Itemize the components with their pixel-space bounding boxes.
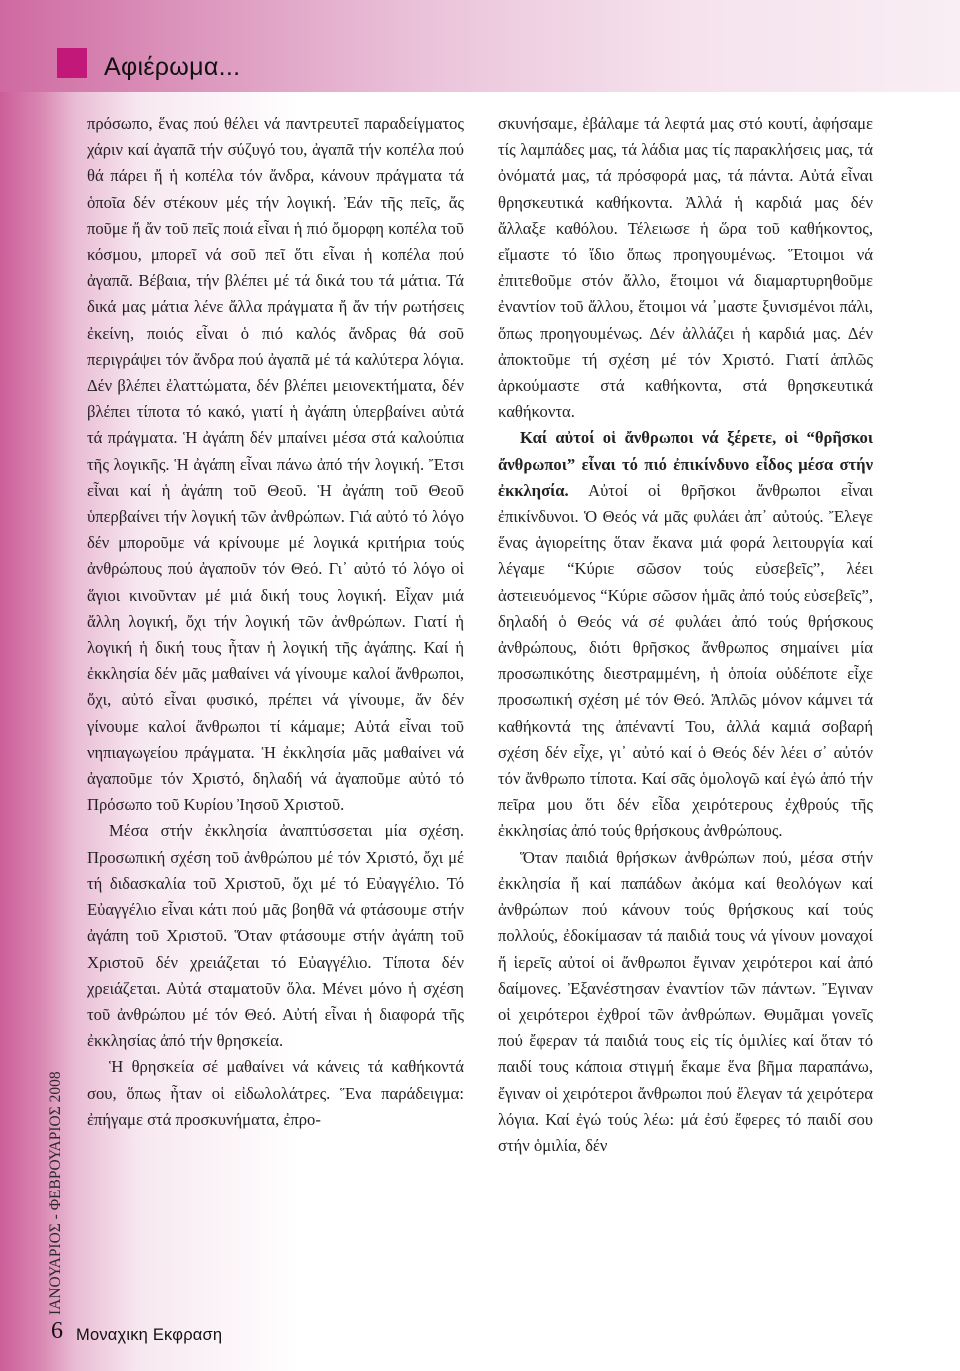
page-number: 6 (51, 1318, 63, 1344)
right-text-column (498, 111, 873, 1159)
left-text-column (87, 111, 464, 1133)
magazine-title: Μοναχικη Εκφραση (76, 1326, 223, 1344)
section-title: Αφιέρωμα... (104, 53, 241, 81)
right-paragraph-2 (498, 425, 873, 844)
left-paragraph-2: Μέσα στήν ἐκκλησία ἀναπτύσσεται μία σχέση. Προσωπική σχέση τοῦ ἀνθρώπου μέ τόν Χριστό, ὄχι μέ τή διδασκαλία τοῦ Χριστοῦ, ὄχι μέ τό Εὐαγγέλιο. Τό Εὐαγγέλιο εἶναι κάτι πού μᾶς βοηθᾶ νά φτάσουμε στήν ἀγάπη τοῦ Χριστοῦ. Ὅταν φτάσουμε στήν ἀγάπη τοῦ Χριστοῦ δέν χρειάζεται τό Εὐαγγέλιο. Τίποτα δέν χρειάζεται. Αὐτά σταματοῦν ὅλα. Μένει μόνο ἡ σχέση τοῦ ἀνθρώπου μέ τόν Θεό. Αὐτή εἶναι ἡ διαφορά τῆς ἐκκλησίας ἀπό τήν θρησκεία. (87, 821, 464, 1051)
emphasized-statement: Καί αὐτοί οἱ ἄνθρωποι νά ξέρετε, οἱ “θρῆσκοι ἄνθρωποι” εἶναι τό πιό ἐπικίνδυνο εἶδος μέσα στήν ἐκκλησία. (498, 428, 873, 500)
right-paragraph-3: Ὅταν παιδιά θρήσκων ἀνθρώπων πού, μέσα στήν ἐκκλησία ἤ καί παπάδων ἀκόμα καί θεολόγων καί ἀνθρώπων πού κάνουν τούς θρήσκους καί τούς πολλούς, ἐδοκίμασαν τά παιδιά τους νά γίνουν μοναχοί ἤ ἱερεῖς αὐτοί οἱ ἄνθρωποι ἔγιναν χειρότεροι καί ἀπό δαίμονες. Ἐξανέστησαν ἐναντίον τῶν πάντων. Ἔγιναν οἱ χειρότεροι ἐχθροί τῶν ἀνθρώπων. Θυμᾶμαι γονεῖς πού ἔφεραν τά παιδιά τους εἰς τίς ὁμιλίες καί ὅταν τό παιδί τους κάποια στιγμή ἔκαμε ἕνα βῆμα παραπάνω, ἔγιναν οἱ χειρότεροι ἄνθρωποι πού ἔλεγαν τά χειρότερα λόγια. Καί ἐγώ τούς λέω: μά ἐσύ ἔφερες τό παιδί σου στήν ὁμιλία, δέν (498, 847, 873, 1155)
left-paragraph-3: Ἡ θρησκεία σέ μαθαίνει νά κάνεις τά καθήκοντά σου, ὅπως ἦταν οἱ εἰδωλολάτρες. Ἕνα παράδειγμα: ἐπήγαμε στά προσκυνήματα, ἐπρο- (87, 1057, 464, 1129)
right-paragraph-2-rest: Αὐτοί οἱ θρῆσκοι ἄνθρωποι εἶναι ἐπικίνδυνοι. Ὁ Θεός νά μᾶς φυλάει ἀπ᾽ αὐτούς. Ἔλεγε ἕνας ἁγιορείτης ὅταν ἔκανα μιά φορά λειτουργία καί λέγαμε “Κύριε σῶσον τούς εὐσεβεῖς”, λέει ἀστειευόμενος “Κύριε σῶσον ἡμᾶς ἀπό τούς εὐσεβεῖς”, δηλαδή ὁ Θεός νά σέ φυλάει ἀπό τούς θρήσκους ἀνθρώπους, διότι θρῆσκος ἄνθρωπος σημαίνει μία προσωπικότης διεστραμμένη, ἡ ὁποία οὐδέποτε εἶχε προσωπική σχέση μέ τόν Θεό. Ἁπλῶς μόνον κάμνει τά καθήκοντά της ἀπέναντί Του, ἀλλά καμιά σοβαρή σχέση δέν εἶχε, γι᾽ αὐτό καί ὁ Θεός δέν λέει σ᾽ αὐτόν τόν ἄνθρωπο τίποτα. Καί σᾶς ὁμολογῶ καί ἐγώ ἀπό τήν πεῖρα μου ὅτι δέν εἶδα χειρότερους ἐχθρούς τῆς ἐκκλησίας ἀπό τούς θρήσκους ἀνθρώπους. (498, 480, 873, 841)
left-paragraph-1: πρόσωπο, ἕνας πού θέλει νά παντρευτεῖ παραδείγματος χάριν καί ἀγαπᾶ τήν σύζυγό του, ἀγαπᾶ τήν κοπέλα πού θά πάρει ἤ ἡ κοπέλα τόν ἄνδρα, κάνουν πράγματα τά ὁποῖα δέν στέκουν μές τήν λογική. Ἐάν τῆς πεῖς, ἄς ποῦμε ἤ ἄν τοῦ πεῖς ποιά εἶναι ἡ πιό ὄμορφη κοπέλα τοῦ κόσμου, μπορεῖ νά σοῦ πεῖ ὅτι εἶναι ἡ κοπέλα πού ἀγαπᾶ. Βέβαια, τήν βλέπει μέ τά δικά του τά μάτια. Τά δικά μας μάτια λένε ἄλλα πράγματα ἤ ἄν τήν ρωτήσεις ἐκείνη, ποιός εἶναι ὁ πιό καλός ἄνδρας θά σοῦ περιγράψει τόν ἄνδρα πού ἀγαπᾶ μέ τά καλύτερα λόγια. Δέν βλέπει ἐλαττώματα, δέν βλέπει μειονεκτήματα, δέν βλέπει τίποτα τό κακό, γιατί ἡ ἀγάπη ὑπερβαίνει αὐτά τά πράγματα. Ἡ ἀγάπη δέν μπαίνει μέσα στά καλούπια τῆς λογικῆς. Ἡ ἀγάπη εἶναι πάνω ἀπό τήν λογική. Ἔτσι εἶναι καί ἡ ἀγάπη τοῦ Θεοῦ. Ἡ ἀγάπη τοῦ Θεοῦ ὑπερβαίνει τήν λογική τῶν ἀνθρώπων. Γιά αὐτό τό λόγο δέν μποροῦμε νά κρίνουμε μέ λογικά κριτήρια τούς ἀνθρώπους πού ἀγαποῦν τόν Θεό. Γι᾽ αὐτό τό λόγο οἱ ἅγιοι κινοῦνταν μέ μιά δική τους λογική. Εἶχαν μιά ἄλλη λογική, ὄχι τήν λογική τῶν ἀνθρώπων. Γιατί ἡ λογική ἡ δική τους ἦταν ἡ λογική τῆς ἀγάπης. Καί ἡ ἐκκλησία δέν μᾶς μαθαίνει νά γίνουμε καλοί ἄνθρωποι, ὄχι, αὐτό εἶναι φυσικό, πρέπει νά γίνουμε, ἄν δέν γίνουμε καλοί ἄνθρωποι τί κάμαμε; Αὐτά εἶναι τοῦ νηπιαγωγείου πράγματα. Ἡ ἐκκλησία μᾶς μαθαίνει νά ἀγαποῦμε τόν Χριστό, δηλαδή νά ἀγαποῦμε αὐτό τό Πρόσωπο τοῦ Κυρίου Ἰησοῦ Χριστοῦ. (87, 114, 464, 815)
section-marker-square (57, 48, 87, 78)
right-paragraph-1: σκυνήσαμε, ἐβάλαμε τά λεφτά μας στό κουτί, ἀφήσαμε τίς λαμπάδες μας, τά λάδια μας τίς παρακλήσεις μας, τά ὀνόματά μας, τά πρόσφορά μας, τά πάντα. Αὐτά εἶναι θρησκευτικά καθήκοντα. Ἀλλά ἡ καρδιά μας δέν ἄλλαξε καθόλου. Τέλειωσε ἡ ὥρα τοῦ καθήκοντος, εἴμαστε τό ἴδιο ὅπως προηγουμένως. Ἕτοιμοι νά ἐπιτεθοῦμε στόν ἄλλο, ἕτοιμοι νά διαμαρτυρηθοῦμε ἐναντίον τοῦ ἄλλου, ἕτοιμοι νά ᾽μαστε ξυνισμένοι πάλι, ὅπως προηγουμένως. Δέν ἀλλάζει ἡ καρδιά μας. Δέν ἀποκτοῦμε τή σχέση μέ τόν Χριστό. Γιατί ἁπλῶς ἀρκούμαστε στά καθήκοντα, στά θρησκευτικά καθήκοντα. (498, 114, 873, 422)
issue-date-vertical: ΙΑΝΟΥΑΡΙΟΣ - ΦΕΒΡΟΥΑΡΙΟΣ 2008 (47, 1071, 64, 1315)
